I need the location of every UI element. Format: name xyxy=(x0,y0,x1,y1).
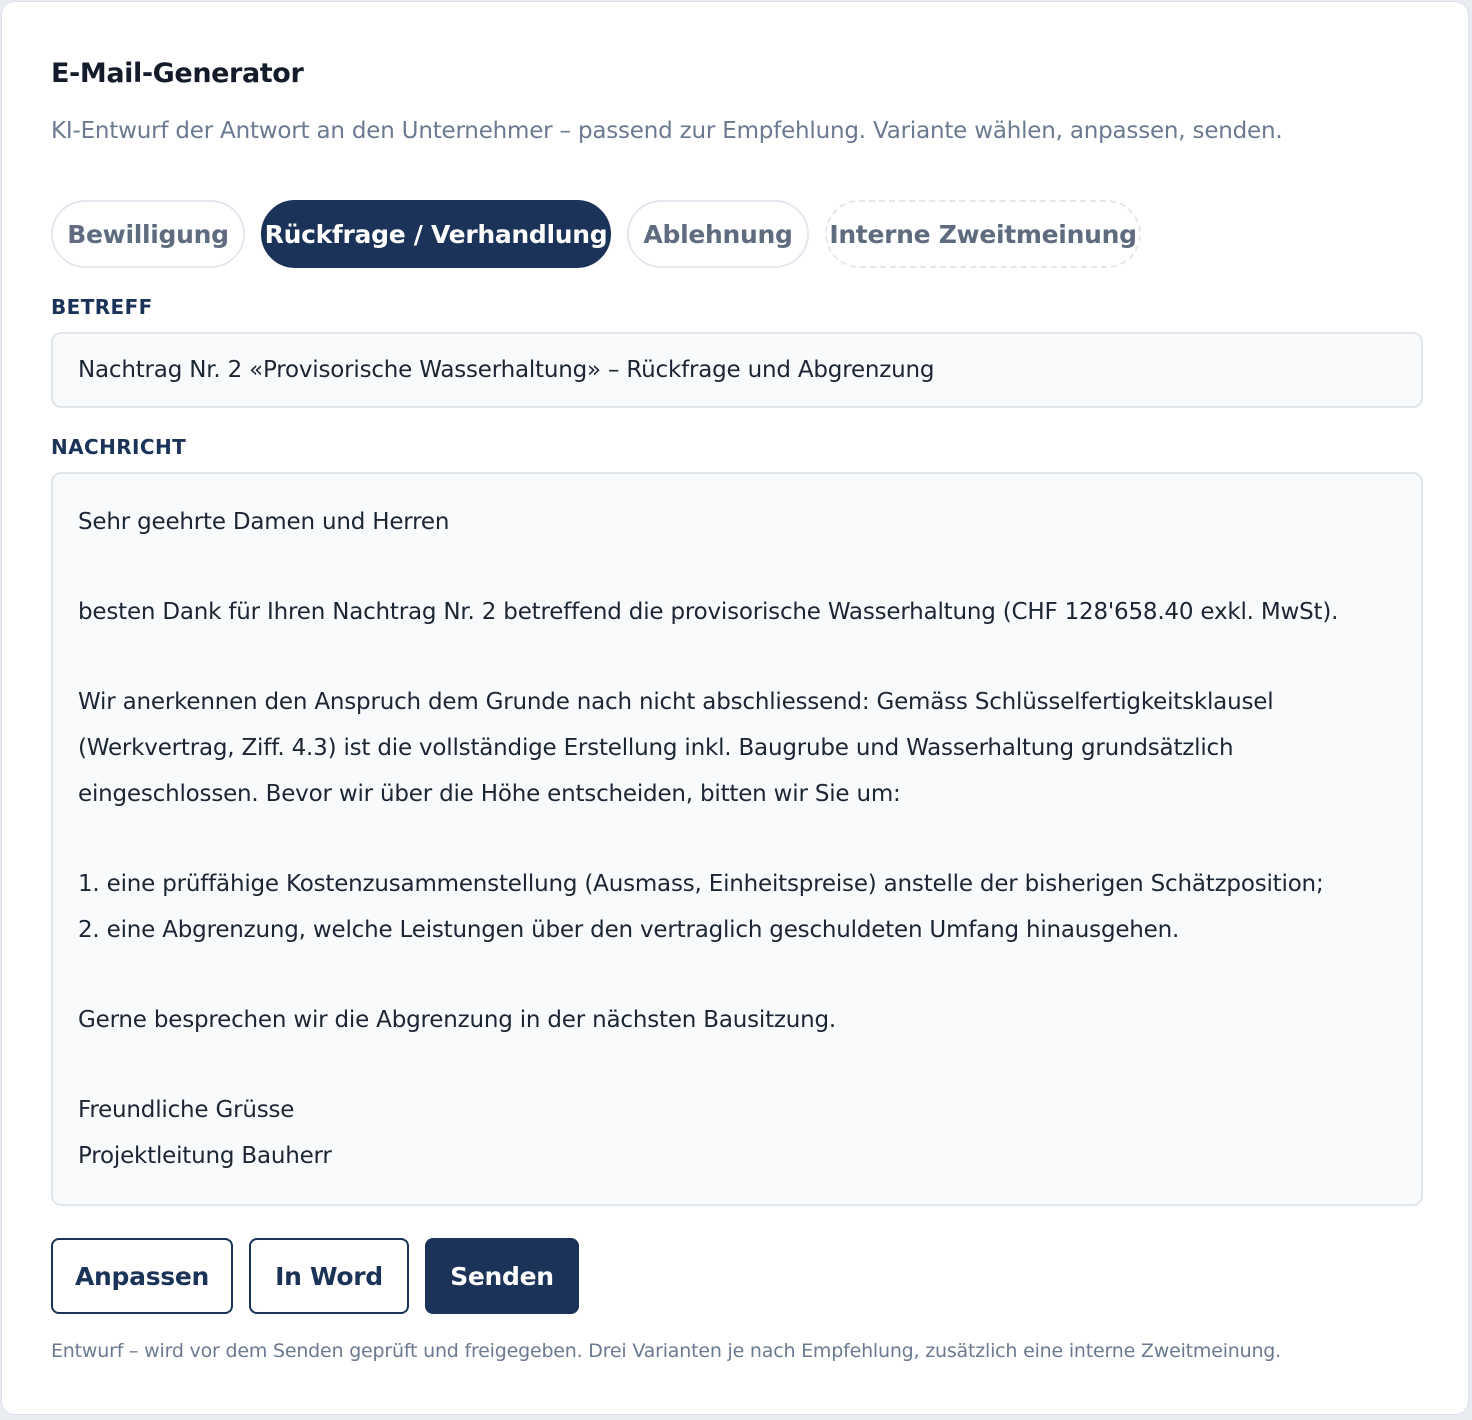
page-title: E-Mail-Generator xyxy=(51,58,304,89)
message-line: Gerne besprechen wir die Abgrenzung in der nächsten Bausitzung. xyxy=(78,1007,837,1033)
export-word-button-label: In Word xyxy=(275,1261,383,1291)
send-button[interactable] xyxy=(425,1238,579,1314)
email-generator-card xyxy=(1,1,1469,1415)
subject-input[interactable] xyxy=(51,332,1423,408)
message-line: Projektleitung Bauherr xyxy=(78,1143,332,1169)
tab-bewilligung[interactable] xyxy=(51,200,245,268)
message-blank-line xyxy=(78,1043,1396,1087)
message-line: (Werkvertrag, Ziff. 4.3) ist die vollständige Erstellung inkl. Baugrube und Wasserhaltung grundsätzlich xyxy=(78,735,1234,761)
tab-interne-zweitmeinung[interactable] xyxy=(825,200,1141,268)
message-line: eingeschlossen. Bevor wir über die Höhe entscheiden, bitten wir Sie um: xyxy=(78,781,901,807)
message-line: 2. eine Abgrenzung, welche Leistungen über den vertraglich geschuldeten Umfang hinausgehen. xyxy=(78,917,1180,943)
message-line: Freundliche Grüsse xyxy=(78,1097,295,1123)
tab-label: Bewilligung xyxy=(67,219,229,249)
export-word-button[interactable] xyxy=(249,1238,409,1314)
message-blank-line xyxy=(78,635,1396,679)
subject-label: BETREFF xyxy=(51,295,153,319)
tab-label: Interne Zweitmeinung xyxy=(829,219,1137,249)
adjust-button[interactable] xyxy=(51,1238,233,1314)
message-textarea[interactable] xyxy=(51,472,1423,1206)
adjust-button-label: Anpassen xyxy=(74,1261,210,1291)
footnote: Entwurf – wird vor dem Senden geprüft und freigegeben. Drei Varianten je nach Empfehlung, zusätzlich eine interne Zweitmeinung. xyxy=(51,1340,1282,1362)
page-subtitle: KI-Entwurf der Antwort an den Unternehmer – passend zur Empfehlung. Variante wählen, anpassen, senden. xyxy=(51,118,1283,144)
send-button-label: Senden xyxy=(450,1261,554,1291)
message-blank-line xyxy=(78,545,1396,589)
tab-label: Rückfrage / Verhandlung xyxy=(264,219,608,249)
tab-ablehnung[interactable] xyxy=(627,200,809,268)
tab-label: Ablehnung xyxy=(643,219,793,249)
message-label: NACHRICHT xyxy=(51,435,187,459)
message-line: 1. eine prüffähige Kostenzusammenstellung (Ausmass, Einheitspreise) anstelle der bisherigen Schätzposition; xyxy=(78,871,1324,897)
subject-value: Nachtrag Nr. 2 «Provisorische Wasserhaltung» – Rückfrage und Abgrenzung xyxy=(78,357,935,383)
message-line: besten Dank für Ihren Nachtrag Nr. 2 betreffend die provisorische Wasserhaltung (CHF 128'658.40 exkl. MwSt). xyxy=(78,599,1339,625)
message-line: Sehr geehrte Damen und Herren xyxy=(78,509,450,535)
message-blank-line xyxy=(78,817,1396,861)
message-blank-line xyxy=(78,953,1396,997)
tab-rueckfrage-verhandlung[interactable] xyxy=(261,200,611,268)
message-line: Wir anerkennen den Anspruch dem Grunde nach nicht abschliessend: Gemäss Schlüsselfertigkeitsklausel xyxy=(78,689,1274,715)
